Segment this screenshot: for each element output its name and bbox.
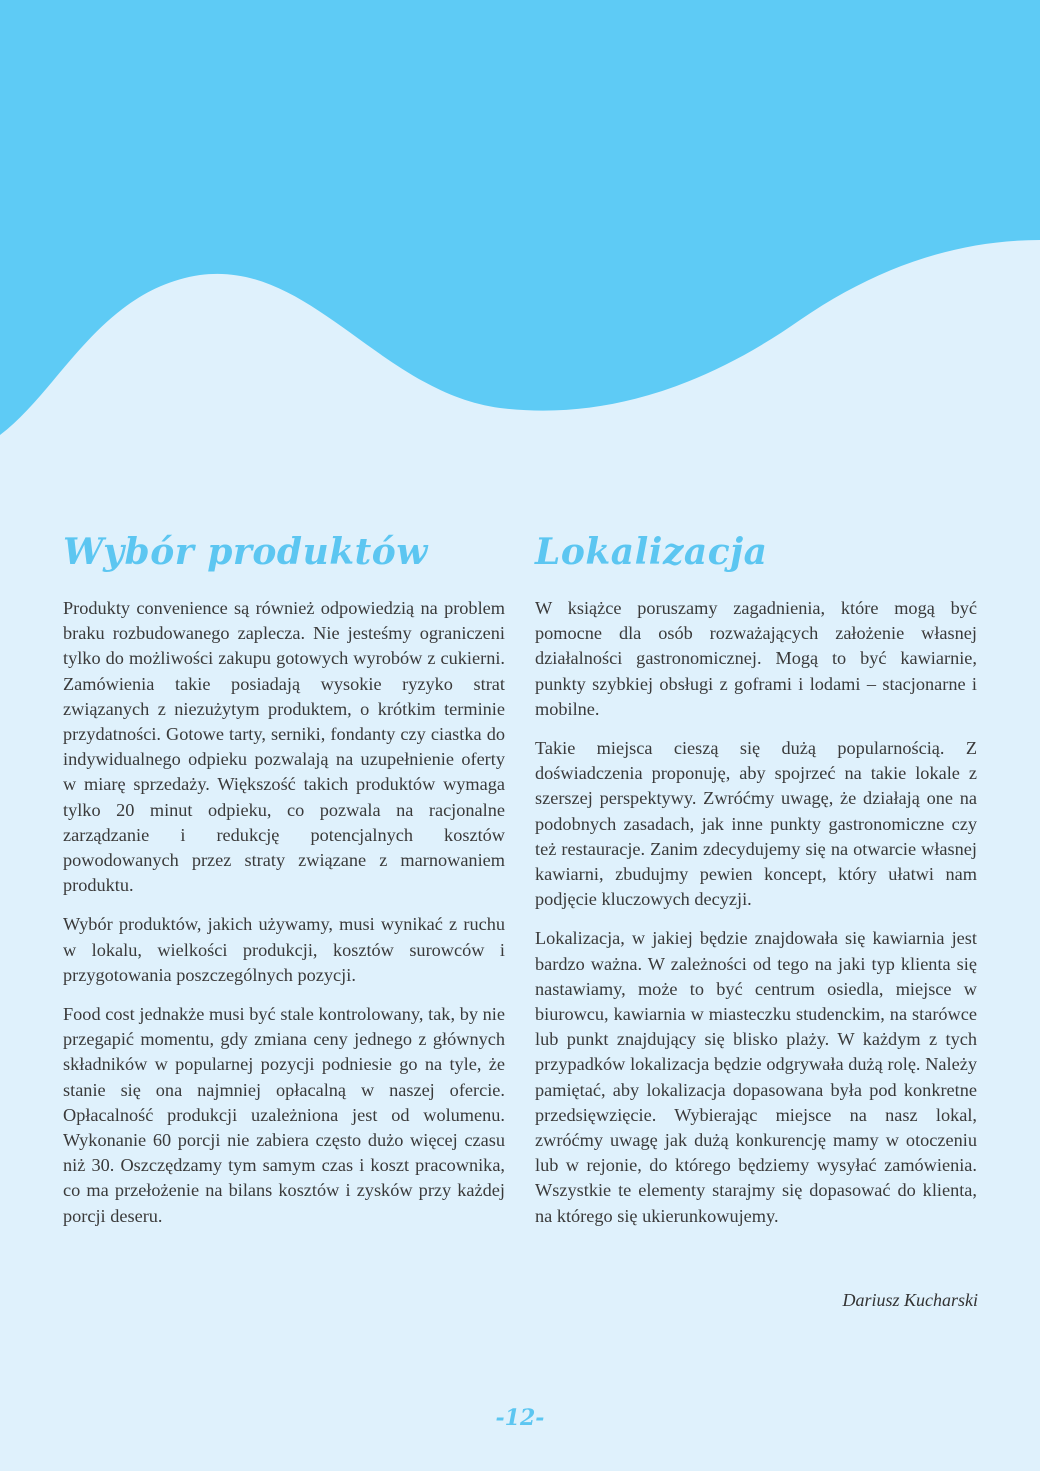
left-column (63, 520, 505, 1243)
paragraph: Lokalizacja, w jakiej będzie znajdowała się kawiarnia jest bardzo ważna. W zależności od tego na jaki typ klienta się nastawiamy, może to być centrum osiedla, miejsce w biurowcu, kawiarnia w miasteczku studenckim, na starówce lub punkt znajdujący się blisko plaży. W każdym z tych przypadków lokalizacja będzie odgrywała dużą rolę. Należy pamiętać, aby lokalizacja dopasowana była pod konkretne przedsięwzięcie. Wybierając miejsce na nasz lokal, zwróćmy uwagę jak dużą konkurencję mamy w otoczeniu lub w rejonie, do którego będziemy wysyłać zamówienia. Wszystkie te elementy starajmy się dopasować do klienta, na którego się ukierunkowujemy. (535, 928, 977, 1226)
section-heading-location: Lokalizacja (535, 531, 768, 573)
paragraph: Wybór produktów, jakich używamy, musi wynikać z ruchu w lokalu, wielkości produkcji, kosztów surowców i przygotowania poszczególnych pozycji. (63, 914, 505, 985)
header-wave (0, 0, 1040, 440)
paragraph: Produkty convenience są również odpowiedzią na problem braku rozbudowanego zaplecza. Nie jesteśmy ograniczeni tylko do możliwości zakupu gotowych wyrobów z cukierni. Zamówienia takie posiadają wysokie ryzyko strat związanych z niezużytym produktem, o krótkim terminie przydatności. Gotowe tarty, serniki, fondanty czy ciastka do indywidualnego odpieku pozwalają na uzupełnienie oferty w miarę sprzedaży. Większość takich produktów wymaga tylko 20 minut odpieku, co pozwala na racjonalne zarządzanie i redukcję potencjalnych kosztów powodowanych przez straty związane z marnowaniem produktu. (63, 598, 505, 896)
paragraph: Takie miejsca cieszą się dużą popularnością. Z doświadczenia proponuję, aby spojrzeć na takie lokale z szerszej perspektywy. Zwróćmy uwagę, że działają one na podobnych zasadach, jak inne punkty gastronomiczne czy też restauracje. Zanim zdecydujemy się na otwarcie własnej kawiarni, zbudujmy pewien koncept, który ułatwi nam podjęcie kluczowych decyzji. (535, 738, 977, 910)
paragraph: W książce poruszamy zagadnienia, które mogą być pomocne dla osób rozważających założenie własnej działalności gastronomicznej. Mogą to być kawiarnie, punkty szybkiej obsługi z goframi i lodami – stacjonarne i mobilne. (535, 598, 977, 719)
section-heading-products: Wybór produktów (63, 531, 428, 573)
page-number: -12- (495, 1405, 545, 1431)
author-signature: Dariusz Kucharski (842, 1290, 978, 1310)
right-column (535, 520, 977, 1243)
paragraph: Food cost jednakże musi być stale kontrolowany, tak, by nie przegapić momentu, gdy zmiana ceny jednego z głównych składników w popularnej pozycji podniesie go na tyle, że stanie się ona najmniej opłacalną w naszej ofercie. Opłacalność produkcji uzależniona jest od wolumenu. Wykonanie 60 porcji nie zabiera często dużo więcej czasu niż 30. Oszczędzamy tym samym czas i koszt pracownika, co ma przełożenie na bilans kosztów i zysków przy każdej porcji deseru. (63, 1004, 505, 1226)
